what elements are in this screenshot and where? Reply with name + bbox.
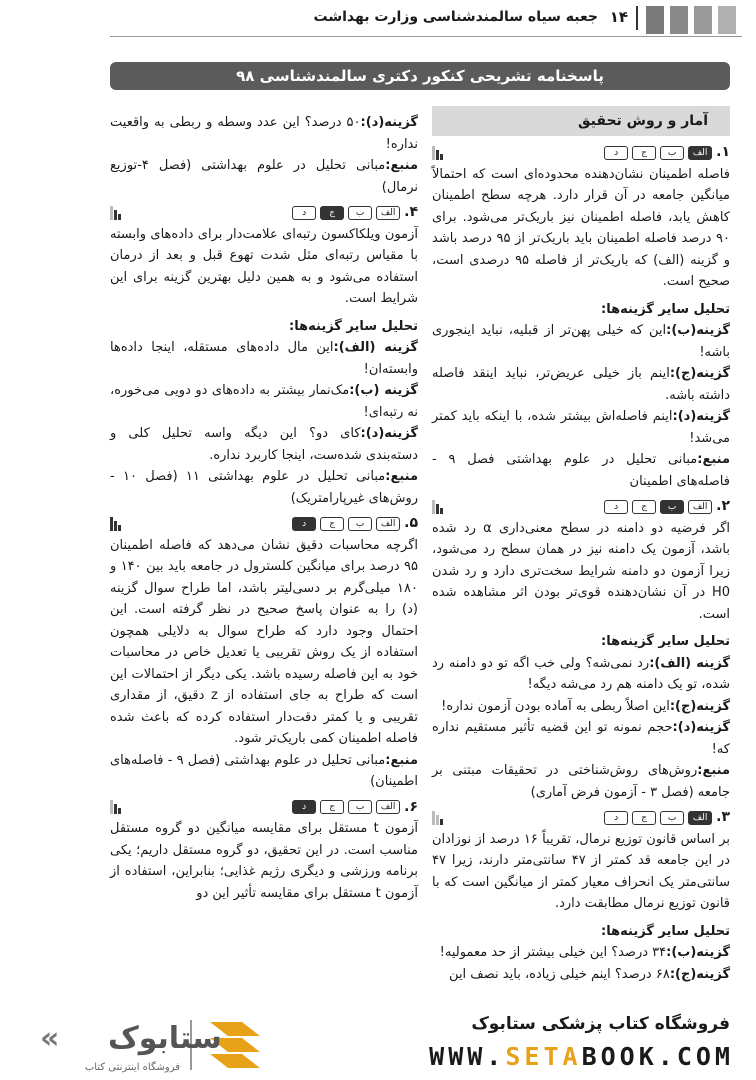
difficulty-bars-icon bbox=[432, 811, 443, 825]
subheading: تحلیل سایر گزینه‌ها: bbox=[601, 923, 730, 939]
source-line bbox=[432, 760, 730, 803]
question-header-5 bbox=[110, 513, 418, 535]
section-banner: پاسخنامه تشریحی کنکور دکتری سالمندشناسی ۹۸ bbox=[110, 62, 730, 90]
difficulty-bars-icon bbox=[110, 800, 121, 814]
difficulty-bars-icon bbox=[110, 517, 121, 531]
source-line bbox=[110, 155, 418, 198]
option-analysis bbox=[432, 942, 730, 964]
answer-body: اگرچه محاسبات دقیق نشان می‌دهد که فاصله اطمینان ۹۵ درصد برای میانگین کلسترول در جامعه باید بین ۱۴۰ و ۱۸۰ میلی‌گرم بر دسی‌لیتر باشد، اما طراح سوال گزینه (د) را به عنوان پاسخ صحیح در نظر گرفته است. این احتمال وجود دارد که طراح سوال به دلایلی همچون استفاده از یک روش تقریبی یا تعدیل خاص در محاسبات خود به این فاصله رسیده باشد. یکی دیگر از احتمالات این است که طراح به جای استفاده از z دقیق، از مقداری تقریبی و یا کمتر دقت‌دار استفاده کرده که باعث شده فاصله اطمینان کمی باریک‌تر شود. bbox=[110, 537, 418, 746]
question-header-6 bbox=[110, 797, 418, 819]
option-analysis bbox=[432, 653, 730, 696]
question-number: ۴. bbox=[404, 204, 418, 220]
option-b: ب bbox=[348, 517, 372, 531]
option-d: د bbox=[604, 811, 628, 825]
source-text: مبانی تحلیل در علوم بهداشتی (فصل ۴-توزیع نرمال) bbox=[110, 158, 418, 195]
option-analysis bbox=[432, 320, 730, 363]
header-decoration bbox=[646, 6, 742, 34]
option-label: گزینه(ج): bbox=[669, 966, 730, 982]
option-label: گزینه(ج): bbox=[669, 366, 730, 381]
subheading: تحلیل سایر گزینه‌ها: bbox=[601, 634, 730, 649]
option-analysis bbox=[110, 112, 418, 155]
source-line bbox=[110, 466, 418, 509]
url-suffix: BOOK.COM bbox=[581, 1042, 734, 1071]
option-analysis bbox=[432, 696, 730, 718]
option-c: ج bbox=[320, 517, 344, 531]
url-prefix: WWW. bbox=[429, 1042, 506, 1071]
option-text: رد نمی‌شه؟ ولی خب اگه تو دو دامنه رد شده، تو یک دامنه هم رد می‌شه دیگه! bbox=[432, 655, 730, 692]
option-analysis bbox=[432, 717, 730, 760]
option-text: اینم فاصله‌اش بیشتر شده، با اینکه باید کمتر می‌شد! bbox=[432, 409, 730, 446]
option-c: ج bbox=[320, 206, 344, 220]
option-c: ج bbox=[632, 146, 656, 160]
source-text: مبانی تحلیل در علوم بهداشتی (فصل ۹ - فاصله‌های اطمینان) bbox=[110, 752, 418, 789]
option-a: الف bbox=[688, 811, 712, 825]
store-footer bbox=[0, 998, 756, 1080]
question-number: ۶. bbox=[404, 798, 418, 815]
section-heading: آمار و روش تحقیق bbox=[432, 106, 730, 136]
source-text: مبانی تحلیل در علوم بهداشتی فصل ۹ - فاصله‌های اطمینان bbox=[432, 452, 730, 489]
option-b: ب bbox=[660, 811, 684, 825]
source-text: روش‌های روش‌شناختی در تحقیقات مبتنی بر جامعه (فصل ۳ - آزمون فرض آماری) bbox=[432, 763, 730, 800]
source-label: منبع: bbox=[697, 763, 730, 778]
option-text: ۵۰ درصد؟ این عدد وسطه و ربطی به واقعیت نداره! bbox=[110, 115, 418, 152]
answer-body: فاصله اطمینان نشان‌دهنده محدوده‌ای است که احتمالاً میانگین جامعه در آن قرار دارد. هرچه سطح اطمینان کاهش یابد، فاصله اطمینان نیز باریک‌تر می‌شود. برای ۹۰ درصد فاصله اطمینان باید باریک‌تر از ۹۵ درصد باشد و گزینه (الف) که باریک‌تر از فاصله ۹۵ درصدی است، صحیح است. bbox=[432, 166, 730, 289]
question-header-4 bbox=[110, 202, 418, 224]
logo-arrows: « bbox=[40, 1021, 60, 1056]
logo-tagline: فروشگاه اینترنتی کتاب bbox=[84, 1062, 180, 1073]
question-header-3 bbox=[432, 807, 730, 829]
option-b: ب bbox=[660, 500, 684, 514]
option-c: ج bbox=[320, 800, 344, 814]
source-line bbox=[110, 750, 418, 793]
subheading: تحلیل سایر گزینه‌ها: bbox=[289, 318, 418, 334]
option-c: ج bbox=[632, 500, 656, 514]
answer-body: آزمون ویلکاکسون رتبه‌ای علامت‌دار برای داده‌های وابسته با مقیاس رتبه‌ای مثل شدت تهوع قبل و بعد از درمان استفاده می‌شود و به همین دلیل بهترین گزینه برای این شرایط است. bbox=[110, 226, 418, 306]
option-label: گزینه(ج): bbox=[669, 698, 730, 714]
option-label: گزینه (الف): bbox=[333, 340, 418, 355]
answer-body: اگر فرضیه دو دامنه در سطح معنی‌داری α رد شده باشد، آزمون یک دامنه نیز در همان سطح رد می‌شود، زیرا آزمون دو دامنه شرایط سخت‌تری دارد و رد شدن H0 در آن نشان‌دهنده قوی‌تر بودن اثر مشاهده شده است. bbox=[432, 520, 731, 622]
option-text: این اصلاً ربطی به آماده بودن آزمون نداره! bbox=[441, 698, 670, 714]
option-text: ۳۴ درصد؟ این خیلی بیشتر از حد معمولیه! bbox=[439, 945, 667, 960]
option-b: ب bbox=[348, 206, 372, 220]
header-rule bbox=[110, 36, 742, 37]
page-number: ۱۴ bbox=[609, 8, 628, 26]
option-b: ب bbox=[348, 800, 372, 814]
option-text: کای دو؟ این دیگه واسه تحلیل کلی و دسته‌بندی شده‌ست، اینجا کاربرد نداره. bbox=[110, 426, 418, 463]
option-d: د bbox=[292, 517, 316, 531]
option-d: د bbox=[292, 206, 316, 220]
source-line bbox=[432, 449, 730, 492]
option-text: حجم نمونه تو این قضیه تأثیر مستقیم نداره که! bbox=[432, 720, 730, 757]
source-label: منبع: bbox=[385, 752, 419, 768]
right-column bbox=[432, 106, 730, 985]
option-a: الف bbox=[376, 517, 400, 531]
question-number: ۳. bbox=[716, 809, 730, 825]
difficulty-bars-icon bbox=[110, 206, 121, 220]
store-name: فروشگاه کتاب پزشکی ستابوک bbox=[471, 1014, 730, 1034]
question-header-2 bbox=[432, 496, 730, 518]
difficulty-bars-icon bbox=[432, 146, 443, 160]
source-label: منبع: bbox=[385, 158, 418, 173]
option-text: اینم باز خیلی عریض‌تر، نباید اینقد فاصله داشته باشه. bbox=[432, 366, 730, 403]
option-b: ب bbox=[660, 146, 684, 160]
source-label: منبع: bbox=[697, 452, 730, 467]
option-analysis bbox=[432, 363, 730, 406]
option-c: ج bbox=[632, 811, 656, 825]
logo-wordmark: ستابوک bbox=[108, 1021, 222, 1056]
subheading: تحلیل سایر گزینه‌ها: bbox=[601, 301, 730, 317]
option-a: الف bbox=[688, 146, 712, 160]
question-header-1 bbox=[432, 142, 730, 164]
question-number: ۱. bbox=[716, 144, 730, 160]
option-a: الف bbox=[688, 500, 712, 514]
option-d: د bbox=[604, 146, 628, 160]
answer-body: بر اساس قانون توزیع نرمال، تقریباً ۱۶ درصد از نوزادان در این جامعه قد کمتر از ۴۷ سانتی‌متر دارند، زیرا ۴۷ سانتی‌متر یک انحراف معیار کمتر از میانگین است که با قانون توزیع نرمال مطابقت دارد. bbox=[432, 831, 731, 911]
option-analysis bbox=[110, 337, 418, 380]
option-analysis bbox=[110, 380, 418, 423]
option-analysis bbox=[432, 406, 730, 449]
option-text: این مال داده‌های مستقله، اینجا داده‌ها وابسته‌ان! bbox=[110, 340, 418, 377]
answer-body: آزمون t مستقل برای مقایسه میانگین دو گروه مستقل مناسب است. در این تحقیق، دو گروه مستقل داریم؛ یکی برنامه ورزشی و دیگری رژیم غذایی؛ بنابراین، استفاده از آزمون t مستقل برای مقایسه تأثیر این دو bbox=[110, 821, 419, 901]
book-title: جعبه سیاه سالمندشناسی وزارت بهداشت bbox=[313, 9, 598, 25]
option-analysis bbox=[110, 423, 418, 466]
option-text: مک‌نمار بیشتر به داده‌های دو دویی می‌خوره، نه رتبه‌ای! bbox=[110, 383, 418, 420]
option-label: گزینه(د): bbox=[360, 115, 418, 130]
source-label: منبع: bbox=[385, 469, 419, 484]
option-label: گزینه(د): bbox=[672, 720, 730, 735]
option-label: گزینه(ب): bbox=[666, 323, 730, 338]
left-column bbox=[110, 112, 418, 904]
difficulty-bars-icon bbox=[432, 500, 443, 514]
page-header bbox=[0, 0, 756, 38]
header-separator bbox=[636, 6, 638, 30]
option-a: الف bbox=[376, 206, 400, 220]
source-text: مبانی تحلیل در علوم بهداشتی ۱۱ (فصل ۱۰ - روش‌های غیرپارامتریک) bbox=[110, 469, 418, 506]
question-number: ۲. bbox=[716, 498, 730, 514]
question-number: ۵. bbox=[404, 515, 418, 531]
option-d: د bbox=[604, 500, 628, 514]
option-text: ۶۸ درصد؟ اینم خیلی زیاده، باید نصف این bbox=[449, 966, 670, 982]
option-a: الف bbox=[376, 800, 400, 814]
option-label: گزینه(د): bbox=[672, 409, 730, 424]
option-label: گزینه(د): bbox=[360, 426, 418, 441]
option-label: گزینه (الف): bbox=[649, 655, 730, 671]
option-label: گزینه(ب): bbox=[666, 945, 730, 960]
url-brand: SETA bbox=[505, 1042, 582, 1071]
option-text: این که خیلی پهن‌تر از قبلیه، نباید اینجوری باشه! bbox=[432, 323, 730, 360]
option-label: گزینه (ب): bbox=[349, 383, 418, 398]
option-d: د bbox=[292, 800, 316, 814]
setabook-logo bbox=[30, 1014, 290, 1074]
option-analysis bbox=[432, 964, 730, 986]
store-url[interactable] bbox=[429, 1042, 734, 1071]
logo-chevron-3 bbox=[210, 1054, 260, 1068]
